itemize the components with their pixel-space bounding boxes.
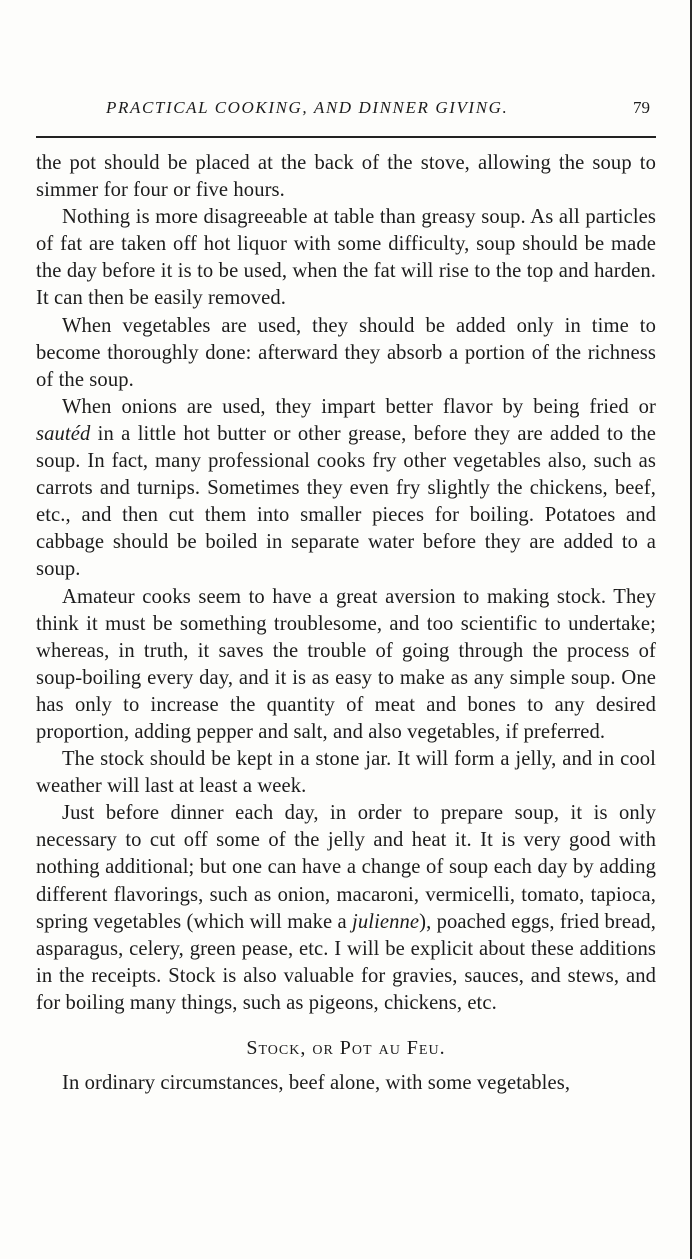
paragraph-4 xyxy=(36,394,656,584)
paragraph-7-italic: julienne xyxy=(352,910,420,933)
page-header xyxy=(36,98,656,126)
paragraph-7-text-a: Just before dinner each day, in order to prepare soup, it is only necessary to cut off some of the jelly and heat it. It is very good with nothing additional; but one can have a change of soup each day by adding different flavorings, such as onion, macaroni, vermicelli, tomato, tapioca, spring vegetables (which will make a xyxy=(36,802,656,933)
paragraph-7-text-b: ), poached eggs, fried bread, asparagus, celery, green pease, etc. I will be explicit about these additions in the receipts. Stock is also valuable for gravies, sauces, and stews, and for boiling many things, such as pigeons, chickens, etc. xyxy=(36,910,656,1014)
paragraph-5: Amateur cooks seem to have a great aversion to making stock. They think it must be something troublesome, and too scientific to undertake; whereas, in truth, it saves the trouble of going through the process of soup-boiling every day, and it is as easy to make as any simple soup. One has only to increase the quantity of meat and bones to any desired proportion, adding pepper and salt, and also vegetables, if preferred. xyxy=(36,585,656,743)
paragraph-3: When vegetables are used, they should be added only in time to become thoroughly done: afterward they absorb a portion of the richness of the soup. xyxy=(36,314,656,391)
paragraph-1: the pot should be placed at the back of the stove, allowing the soup to simmer for four or five hours. xyxy=(36,152,656,202)
body-text xyxy=(36,150,656,1097)
paragraph-7 xyxy=(36,800,656,1017)
paragraph-8: In ordinary circumstances, beef alone, with some vegetables, xyxy=(62,1072,571,1095)
paragraph-2: Nothing is more disagreeable at table than greasy soup. As all particles of fat are taken off hot liquor with some difficulty, soup should be made the day before it is to be used, when the fat will rise to the top and harden. It can then be easily removed. xyxy=(36,206,656,310)
page-edge xyxy=(690,0,692,1259)
running-title: PRACTICAL COOKING, AND DINNER GIVING. xyxy=(106,98,509,117)
paragraph-6: The stock should be kept in a stone jar. It will form a jelly, and in cool weather will last at least a week. xyxy=(36,748,656,798)
header-rule xyxy=(36,136,656,138)
paragraph-4-text-a: When onions are used, they impart better flavor by being fried or xyxy=(62,395,656,418)
paragraph-4-text-b: in a little hot butter or other grease, before they are added to the soup. In fact, many professional cooks fry other vegetables also, such as carrots and turnips. Sometimes they even fry slightly the chickens, beef, etc., and then cut them into smaller pieces for boiling. Potatoes and cabbage should be boiled in separate water before they are added to a soup. xyxy=(36,422,656,581)
section-heading: Stock, or Pot au Feu. xyxy=(246,1037,446,1059)
paragraph-4-italic: sautéd xyxy=(36,422,91,445)
page-number: 79 xyxy=(633,98,650,117)
